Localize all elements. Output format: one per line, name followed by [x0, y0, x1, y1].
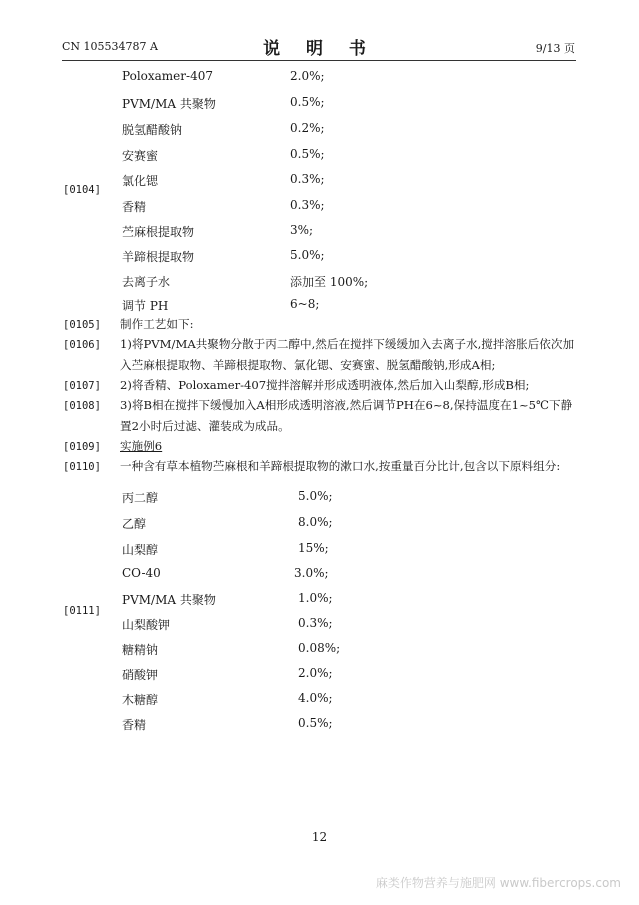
ingredient-value: 0.5%;	[298, 716, 333, 730]
ingredient-name: 去离子水	[122, 275, 171, 289]
paragraph-text: 一种含有草本植物苎麻根和羊蹄根提取物的漱口水,按重量百分比计,包含以下原料组分:	[120, 459, 561, 473]
ingredient-name: 山梨酸钾	[122, 618, 171, 632]
ingredient-name: 香精	[122, 718, 147, 732]
ingredient-name: 香精	[122, 200, 147, 214]
ingredient-value: 2.0%;	[298, 666, 333, 680]
ingredient-value: 0.5%;	[290, 95, 325, 109]
paragraph-text: 2)将香精、Poloxamer-407搅拌溶解并形成透明液体,然后加入山梨醇,形成B相;	[120, 378, 530, 392]
para-number-0111: [0111]	[63, 605, 101, 617]
ingredient-value: 添加至 100%;	[290, 275, 369, 289]
ingredient-name: PVM/MA 共聚物	[122, 593, 216, 607]
paragraph-text: 1)将PVM/MA共聚物分散于丙二醇中,然后在搅拌下缓缓加入去离子水,搅拌溶胀后依次加入苎麻根提取物、羊蹄根提取物、氯化锶、安赛蜜、脱氢醋酸钠,形成A相;	[120, 337, 575, 372]
ingredient-value: 8.0%;	[298, 515, 333, 529]
page-number: 12	[311, 830, 328, 844]
ingredient-name: 丙二醇	[122, 491, 159, 505]
page-title: 说 明 书	[263, 39, 376, 59]
ingredient-name: 羊蹄根提取物	[122, 250, 195, 264]
ingredient-value: 0.3%;	[298, 616, 333, 630]
ingredient-name: Poloxamer-407	[122, 69, 213, 83]
ingredient-name: CO-40	[122, 566, 161, 580]
ingredient-value: 1.0%;	[298, 591, 333, 605]
ingredient-name: 苎麻根提取物	[122, 225, 195, 239]
ingredient-name: PVM/MA 共聚物	[122, 97, 216, 111]
para-number-0104: [0104]	[63, 184, 101, 196]
para-number-0106: [0106]	[63, 339, 101, 351]
patent-number: CN 105534787 A	[62, 40, 158, 53]
header-rule	[62, 60, 576, 61]
para-number-0108: [0108]	[63, 400, 101, 412]
ingredient-value: 2.0%;	[290, 69, 325, 83]
ingredient-value: 3.0%;	[294, 566, 329, 580]
ingredient-name: 安赛蜜	[122, 149, 159, 163]
para-number-0110: [0110]	[63, 461, 101, 473]
ingredient-name: 氯化锶	[122, 174, 159, 188]
ingredient-value: 15%;	[298, 541, 329, 555]
ingredient-value: 0.08%;	[298, 641, 341, 655]
ingredient-value: 0.5%;	[290, 147, 325, 161]
para-number-0109: [0109]	[63, 441, 101, 453]
paragraph-text: 制作工艺如下:	[120, 317, 194, 331]
ingredient-name: 调节 PH	[122, 299, 169, 313]
ingredient-value: 6~8;	[290, 297, 320, 311]
ingredient-value: 0.3%;	[290, 198, 325, 212]
ingredient-value: 5.0%;	[298, 489, 333, 503]
ingredient-value: 4.0%;	[298, 691, 333, 705]
example-heading: 实施例6	[120, 439, 163, 453]
ingredient-value: 0.2%;	[290, 121, 325, 135]
ingredient-value: 0.3%;	[290, 172, 325, 186]
ingredient-name: 糖精钠	[122, 643, 159, 657]
ingredient-name: 乙醇	[122, 517, 147, 531]
page-count: 9/13 页	[535, 42, 575, 55]
para-number-0105: [0105]	[63, 319, 101, 331]
paragraph-text: 3)将B相在搅拌下缓慢加入A相形成透明溶液,然后调节PH在6~8,保持温度在1~5℃下静置2小时后过滤、灌装成为成品。	[120, 398, 573, 433]
ingredient-value: 3%;	[290, 223, 314, 237]
ingredient-name: 硝酸钾	[122, 668, 159, 682]
ingredient-name: 脱氢醋酸钠	[122, 123, 183, 137]
ingredient-name: 山梨醇	[122, 543, 159, 557]
ingredient-name: 木糖醇	[122, 693, 159, 707]
watermark: 麻类作物营养与施肥网 www.fibercrops.com	[375, 876, 621, 890]
ingredient-value: 5.0%;	[290, 248, 325, 262]
para-number-0107: [0107]	[63, 380, 101, 392]
